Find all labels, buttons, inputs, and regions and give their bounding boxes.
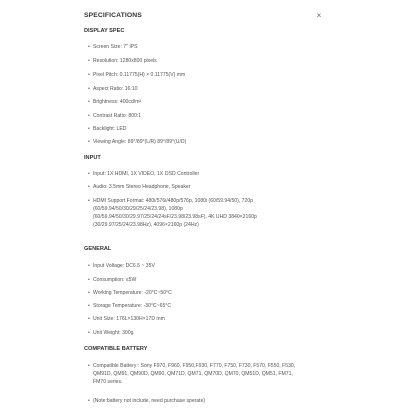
bullet-icon: •: [88, 277, 90, 283]
bullet-icon: •: [88, 363, 90, 369]
item-text: Resolution: 1280x800 pixels: [93, 58, 157, 64]
section-title-compatible-battery: COMPATIBLE BATTERY: [84, 346, 148, 352]
item-text: (60/59.94/50/30/29/25/24/23.98), 1080p: [93, 206, 183, 212]
bullet-icon: •: [88, 198, 90, 204]
bullet-icon: •: [88, 139, 90, 145]
item-text: Working Temperature: -20°C~50°C: [93, 290, 172, 296]
bullet-icon: •: [88, 58, 90, 64]
item-text: Compatible Battery:: Sony F970, F960, F950,F930, F770, F750, F730, F570, F550, F530,: [93, 363, 296, 369]
item-text: Aspect Ratio: 16:10: [93, 86, 138, 92]
specifications-panel: [80, 0, 328, 416]
item-text: FM70 series.: [93, 379, 123, 385]
item-text: Storage Temperature: -30°C~65°C: [93, 303, 172, 309]
item-text: (Note:battery not include, need purchase sperate): [93, 398, 206, 404]
bullet-icon: •: [88, 113, 90, 119]
bullet-icon: •: [88, 72, 90, 78]
bullet-icon: •: [88, 44, 90, 50]
section-title-general: GENERAL: [84, 246, 112, 252]
item-text: (60/59.94/50/30/29.97/25/24/24sF/23.98/23.98sF), 4K UHD 3840×2160p: [93, 214, 257, 220]
item-text: Unit Weight: 300g: [93, 330, 134, 336]
section-title-input: INPUT: [84, 155, 101, 161]
item-text: Viewing Angle: 89°/89°(L/R) 89°/89°(U/D): [93, 139, 187, 145]
item-text: HDMI Support Format: 480i/576i/480p/576p, 1080i (60/59.94/50), 720p: [93, 198, 253, 204]
item-text: Backlight: LED: [93, 126, 127, 132]
item-text: Input: 1X HDMI, 1X VIDEO, 1X OSD Controller: [93, 171, 200, 177]
bullet-icon: •: [88, 316, 90, 322]
item-text: Pixel Pitch: 0.11775(H) × 0.11775(V) mm: [93, 72, 186, 78]
bullet-icon: •: [88, 184, 90, 190]
item-text: Unit Size: 176L×130H×17D mm: [93, 316, 165, 322]
bullet-icon: •: [88, 263, 90, 269]
bullet-icon: •: [88, 99, 90, 105]
bullet-icon: •: [88, 398, 90, 404]
bullet-icon: •: [88, 303, 90, 309]
item-text: QM91D, QM91, QM90D, QM90, QM71D, QM71, QM70D, QM70, QM51D, QM51, FM71,: [93, 371, 293, 377]
item-text: Consumption: ≤5W: [93, 277, 137, 283]
item-text: Screen Size: 7" IPS: [93, 44, 138, 50]
item-text: Audio: 3.5mm Stereo Headphone, Speaker: [93, 184, 191, 190]
section-title-display-spec: DISPLAY SPEC: [84, 28, 125, 34]
item-text: Input Voltage: DC6.5 ~ 35V: [93, 263, 155, 269]
bullet-icon: •: [88, 330, 90, 336]
bullet-icon: •: [88, 126, 90, 132]
item-text: (30/29.97/25/24/23.98Hz), 4096×2160p (24Hz): [93, 222, 199, 228]
item-text: Brightness: 400cd/m²: [93, 99, 142, 105]
panel-header: [80, 10, 328, 22]
bullet-icon: •: [88, 290, 90, 296]
panel-title: SPECIFICATIONS: [84, 12, 142, 19]
bullet-icon: •: [88, 171, 90, 177]
close-icon[interactable]: ×: [316, 11, 322, 20]
item-text: Contrast Ratio: 800:1: [93, 113, 142, 119]
bullet-icon: •: [88, 86, 90, 92]
